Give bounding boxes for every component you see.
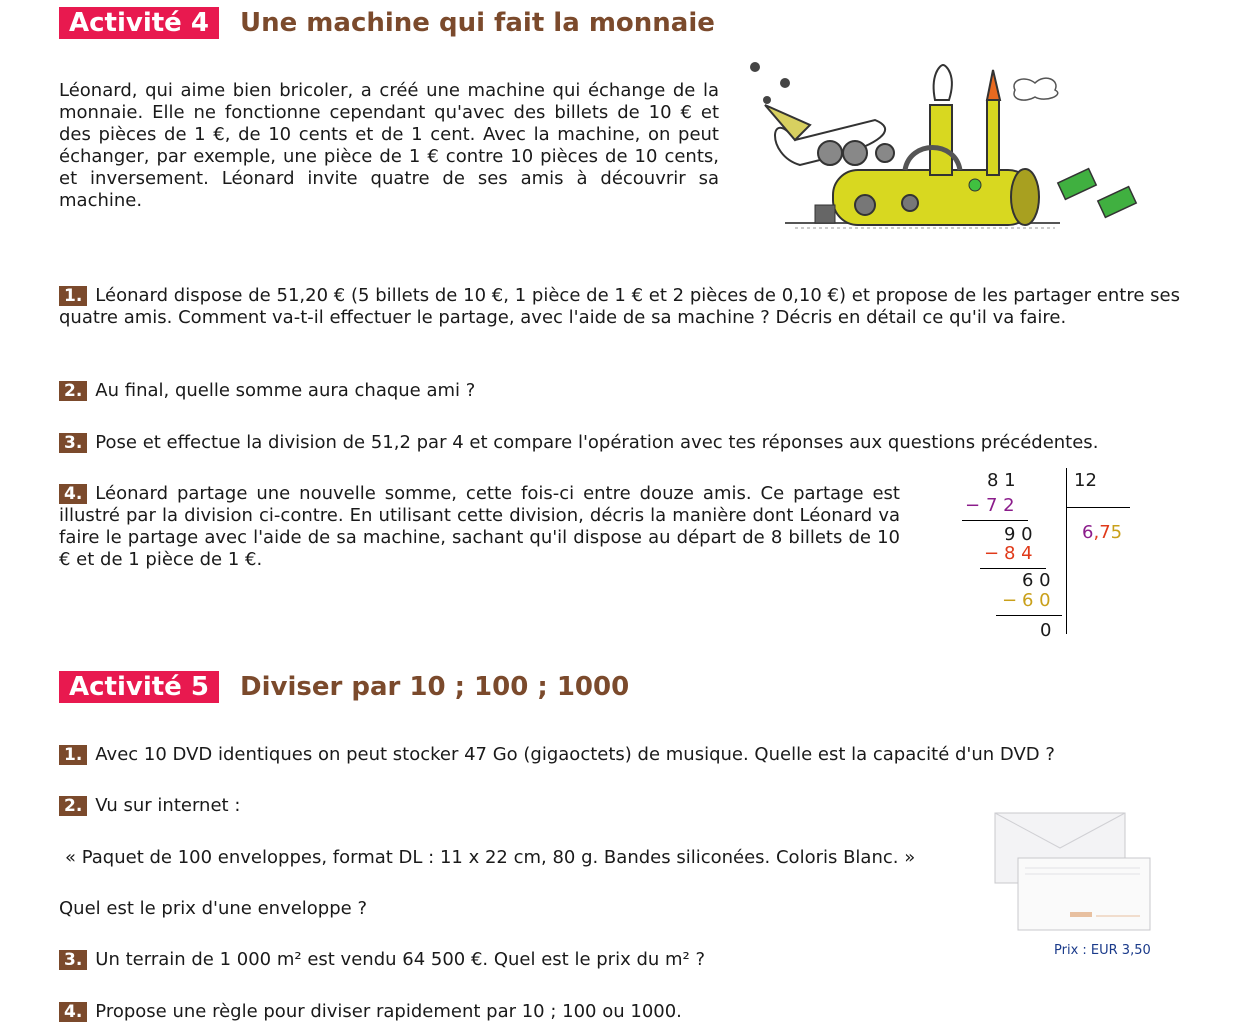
division-divisor: 12 (1074, 470, 1097, 491)
question-number: 2. (59, 796, 87, 816)
division-quotient (1082, 522, 1122, 544)
activity5-question-3 (59, 949, 705, 971)
division-rule-3 (996, 615, 1062, 616)
question-number: 1. (59, 286, 87, 306)
question-number: 1. (59, 745, 87, 765)
division-rule-2 (980, 568, 1046, 569)
division-minus-sign: − (984, 543, 1000, 564)
question-number: 2. (59, 381, 87, 401)
question-text: Léonard dispose de 51,20 € (5 billets de 10 €, 1 pièce de 1 € et 2 pièces de 0,10 €) et propose de les partager entre ses quatre amis. Comment va-t-il effectuer le partage, avec l'aide de sa machine ? Décris en détail ce qu'il va faire. (59, 285, 1180, 328)
division-remainder-1: 9 0 (1004, 524, 1033, 545)
question-text: Léonard partage une nouvelle somme, cette fois-ci entre douze amis. Ce partage est illustré par la division ci-contre. En utilisant cette division, décris la manière dont Léonard va faire le partage avec l'aide de sa machine, sachant qu'il dispose au départ de 8 billets de 10 € et de 1 pièce de 1 €. (59, 483, 900, 570)
activity4-question-3 (59, 432, 1180, 454)
question-number: 3. (59, 433, 87, 453)
question-text: Avec 10 DVD identiques on peut stocker 47 Go (gigaoctets) de musique. Quelle est la capacité d'un DVD ? (95, 744, 1055, 765)
division-minus-sign: − (965, 495, 981, 516)
quotient-integer: 6 (1082, 522, 1094, 543)
question-number: 3. (59, 950, 87, 970)
activity4-question-2 (59, 380, 1180, 402)
quotient-digit-2: 5 (1110, 522, 1123, 543)
activity5-question-1 (59, 744, 1055, 766)
activity5-question-2 (59, 795, 240, 817)
question-text: Vu sur internet : (95, 795, 241, 816)
question-text: Au final, quelle somme aura chaque ami ? (95, 380, 476, 401)
question-number: 4. (59, 484, 87, 504)
activity5-badge: Activité 5 (59, 671, 219, 703)
activity4-question-4 (59, 483, 900, 571)
division-remainder-3: 0 (1040, 620, 1052, 641)
quotient-digit-1: 7 (1099, 522, 1111, 543)
activity5-question-4 (59, 1001, 682, 1023)
question-number: 4. (59, 1002, 87, 1022)
envelopes-illustration (990, 808, 1160, 938)
division-vertical-bar (1066, 468, 1067, 634)
division-remainder-2: 6 0 (1022, 570, 1051, 591)
activity4-title: Une machine qui fait la monnaie (240, 8, 715, 38)
division-rule-1 (962, 520, 1028, 521)
money-machine-illustration (725, 45, 1155, 245)
product-quote: « Paquet de 100 enveloppes, format DL : 11 x 22 cm, 80 g. Bandes siliconées. Coloris Blanc. » (65, 847, 916, 868)
question-text: Propose une règle pour diviser rapidement par 10 ; 100 ou 1000. (95, 1001, 682, 1022)
question-text: Un terrain de 1 000 m² est vendu 64 500 €. Quel est le prix du m² ? (95, 949, 706, 970)
price-label: Prix : EUR 3,50 (1054, 943, 1151, 958)
division-subtract-2: 8 4 (1004, 543, 1033, 564)
question-text: Pose et effectue la division de 51,2 par 4 et compare l'opération avec tes réponses aux questions précédentes. (95, 432, 1099, 453)
division-horizontal-bar (1066, 507, 1130, 508)
division-dividend: 8 1 (987, 470, 1016, 491)
division-subtract-1: 7 2 (986, 495, 1015, 516)
quotient-comma: , (1093, 522, 1100, 543)
division-subtract-3: 6 0 (1022, 590, 1051, 611)
activity5-question-2b: Quel est le prix d'une enveloppe ? (59, 898, 368, 919)
activity5-title: Diviser par 10 ; 100 ; 1000 (240, 672, 630, 702)
activity4-question-1 (59, 285, 1180, 329)
division-minus-sign: − (1002, 590, 1018, 611)
activity4-intro: Léonard, qui aime bien bricoler, a créé une machine qui échange de la monnaie. Elle ne fonctionne cependant qu'avec des billets de 10 € et des pièces de 1 €, de 10 cents et de 1 cent. Avec la machine, on peut échanger, par exemple, une pièce de 1 € contre 10 pièces de 10 cents, et inversement. Léonard invite quatre de ses amis à découvrir sa machine. (59, 80, 719, 211)
activity4-badge: Activité 4 (59, 7, 219, 39)
